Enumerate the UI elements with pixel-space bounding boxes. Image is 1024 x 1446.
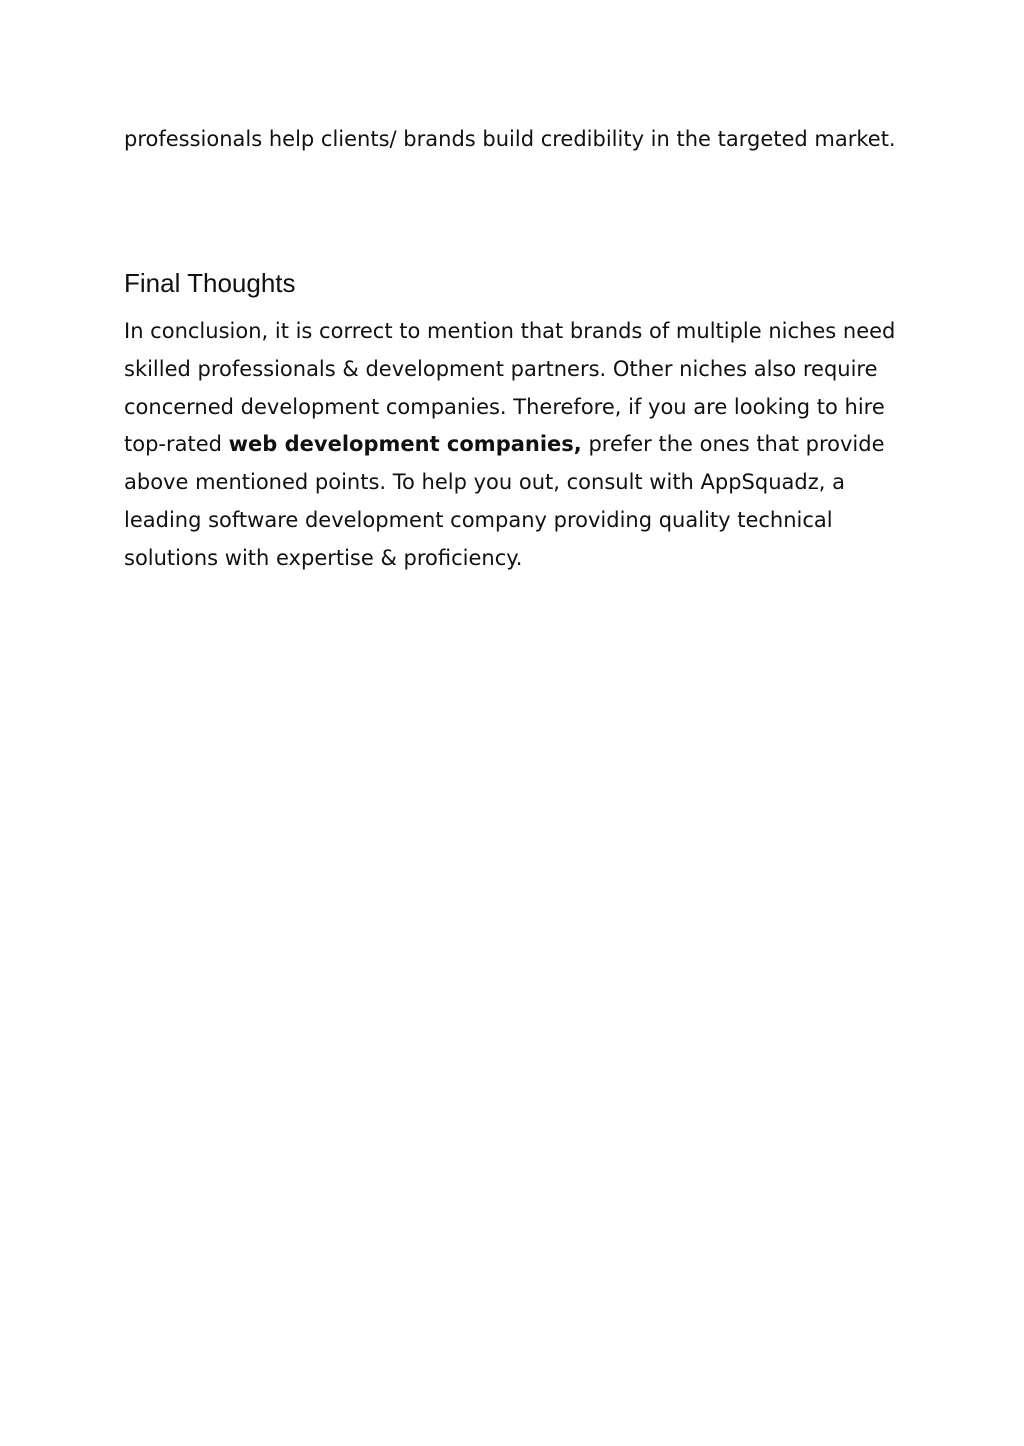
section-heading: Final Thoughts	[124, 268, 296, 298]
page-content	[124, 121, 914, 570]
conclusion-text-before: In conclusion, it is correct to mention that brands of multiple niches need skilled professionals & development partners. Other niches also require concerned development companies. Therefore, if you are looking to hire top-rated	[124, 319, 896, 457]
highlighted-link-text: web development companies,	[228, 432, 582, 457]
conclusion-paragraph	[124, 313, 914, 578]
conclusion-text-after: prefer the ones that provide above mentioned points. To help you out, consult with AppSquadz, a leading software development company providing quality technical solutions with expertise & proficiency.	[124, 432, 885, 570]
intro-paragraph: professionals help clients/ brands build credibility in the targeted market.	[124, 127, 896, 151]
